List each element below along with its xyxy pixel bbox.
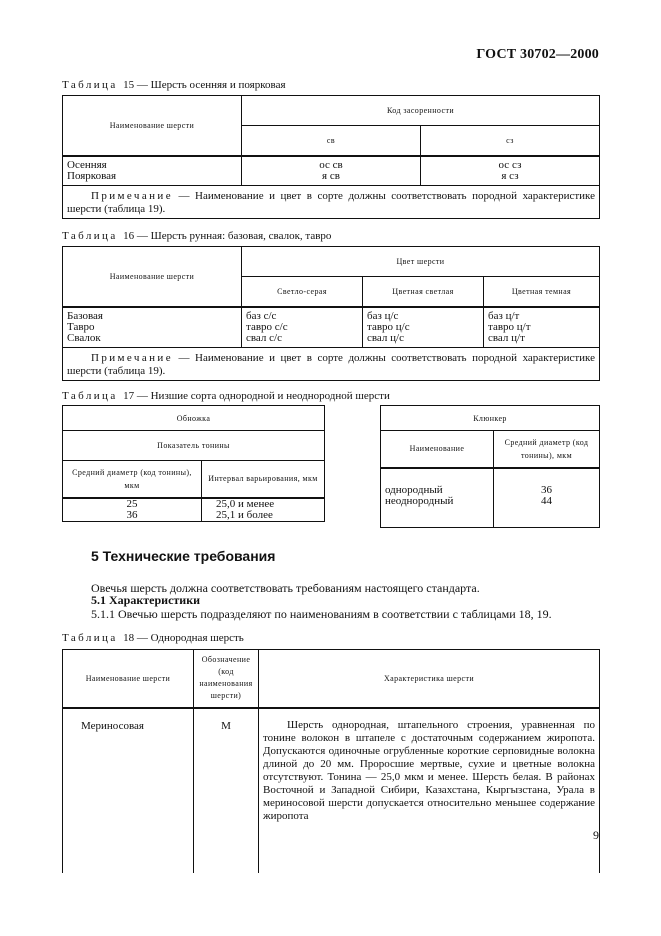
table15-label: Таблица — [62, 79, 118, 91]
table17-right — [380, 405, 600, 528]
table16 — [62, 246, 600, 381]
table18-title: 18 — Однородная шерсть — [123, 632, 244, 644]
table-cell: баз ц/с — [367, 309, 399, 322]
table18-col-name: Наименование шерсти — [63, 650, 194, 708]
table17-left-title: Обножка — [63, 406, 325, 431]
table16-sub-col: Светло-серая — [242, 277, 363, 307]
table17-right-name-cell — [381, 468, 494, 528]
table-cell: 36 — [541, 483, 552, 496]
table15-note — [63, 185, 600, 218]
table17-left-col1: Средний диаметр (код тонины), мкм — [63, 461, 202, 498]
table18-char-cell: Шерсть однородная, штапельного строения, уравненная по тонине волокон в штапеле с достаточным содержанием жиропота. Допускаются одиночные огрубленные короткие серповидные волокна длиной до 20 мм. Проросшие мертвые, сухие и цветные волокна отсутствуют. Тонина — 25,0 мкм и менее. Шерсть белая. В районах Восточной и Западной Сибири, Казахстана, Кыргызстана, Урала в мериносовой шерсти допускается относительно меньшее содержание жиропота — [259, 708, 600, 873]
table-cell: 25,0 и менее — [216, 497, 275, 510]
table-cell: свал ц/с — [367, 331, 404, 344]
standard-header: ГОСТ 30702—2000 — [476, 47, 599, 62]
section-intro: Овечья шерсть должна соответствовать требованиям настоящего стандарта. — [91, 581, 480, 595]
table16-sub-col: Цветная темная — [484, 277, 600, 307]
subsection-title: 5.1 Характеристики — [91, 593, 201, 607]
table-cell: тавро ц/т — [488, 320, 531, 333]
table16-col-color: Цвет шерсти — [242, 247, 600, 277]
table-row: Базовая — [67, 309, 103, 322]
table-row: Поярковая — [67, 169, 117, 182]
table16-c1-cell — [242, 307, 363, 348]
table-cell: тавро ц/с — [367, 320, 410, 333]
table16-sub-col: Цветная светлая — [363, 277, 484, 307]
note-text: — Наименование и цвет в сорте должны соответствовать породной характеристике шерсти (таблица 19). — [67, 351, 595, 377]
table17-left-r-cell — [202, 498, 325, 522]
table16-c3-cell — [484, 307, 600, 348]
table17-label: Таблица — [62, 390, 118, 402]
table-cell: 25 — [126, 497, 138, 510]
note-label: Примечание — [91, 351, 173, 364]
table17-right-col1: Наименование — [381, 431, 494, 468]
table-cell: однородный — [385, 483, 443, 496]
table17-left — [62, 405, 325, 522]
table15-col-code: Код засоренности — [242, 96, 600, 126]
table17-left-col2: Интервал варьирования, мкм — [202, 461, 325, 498]
table-cell: тавро с/с — [246, 320, 288, 333]
table17-right-col2: Средний диаметр (код тонины), мкм — [494, 431, 600, 468]
table18-name-cell: Мериносовая — [63, 708, 194, 873]
table18-label: Таблица — [62, 632, 118, 644]
table15 — [62, 95, 600, 219]
table-cell: ос св — [319, 158, 343, 171]
table18-col-char: Характеристика шерсти — [259, 650, 600, 708]
section-title: 5 Технические требования — [91, 548, 276, 564]
note-label: Примечание — [91, 189, 173, 202]
table15-sv-cell — [242, 156, 421, 186]
table-row: Осенняя — [67, 158, 107, 171]
table17-title: 17 — Низшие сорта однородной и неоднородной шерсти — [123, 390, 390, 402]
table16-name-cell — [63, 307, 242, 348]
table-cell: ос сз — [498, 158, 522, 171]
table-cell: 36 — [126, 508, 138, 521]
table18-code-cell: М — [194, 708, 259, 873]
table18-col-code: Обозначение (код наименования шерсти) — [194, 650, 259, 708]
table-cell: баз ц/т — [488, 309, 520, 322]
table-row: Свалок — [67, 331, 101, 344]
table16-col-name: Наименование шерсти — [63, 247, 242, 307]
clause-text: 5.1.1 Овечью шерсть подразделяют по наименованиям в соответствии с таблицами 18, 19. — [91, 607, 552, 621]
table15-name-cell — [63, 156, 242, 186]
table15-col-name: Наименование шерсти — [63, 96, 242, 156]
table-cell: я св — [322, 169, 340, 182]
table16-title: 16 — Шерсть рунная: базовая, свалок, тавро — [123, 230, 332, 242]
table18 — [62, 649, 600, 873]
table15-caption — [62, 79, 286, 91]
table15-sz-cell — [421, 156, 600, 186]
table17-left-d-cell — [63, 498, 202, 522]
table-cell: я сз — [501, 169, 519, 182]
table15-sub-col: св — [242, 126, 421, 156]
table17-right-d-cell — [494, 468, 600, 528]
table16-note — [63, 347, 600, 380]
table-cell: баз с/с — [246, 309, 277, 322]
table-cell: свал ц/т — [488, 331, 525, 344]
table15-sub-col: сз — [421, 126, 600, 156]
table-cell: неоднородный — [385, 494, 454, 507]
note-text: — Наименование и цвет в сорте должны соответствовать породной характеристике шерсти (таблица 19). — [67, 189, 595, 215]
page-number: 9 — [593, 828, 599, 842]
table-cell: 44 — [541, 494, 552, 507]
table17-left-subtitle: Показатель тонины — [63, 431, 325, 461]
table17-right-title: Клюнкер — [381, 406, 600, 431]
table-cell: 25,1 и более — [216, 508, 273, 521]
table16-c2-cell — [363, 307, 484, 348]
table16-label: Таблица — [62, 230, 118, 242]
table17-caption — [62, 390, 390, 402]
table-row: Тавро — [67, 320, 95, 333]
table-cell: свал с/с — [246, 331, 282, 344]
table18-caption — [62, 632, 244, 644]
table16-caption — [62, 230, 331, 242]
table15-title: 15 — Шерсть осенняя и поярковая — [123, 79, 286, 91]
